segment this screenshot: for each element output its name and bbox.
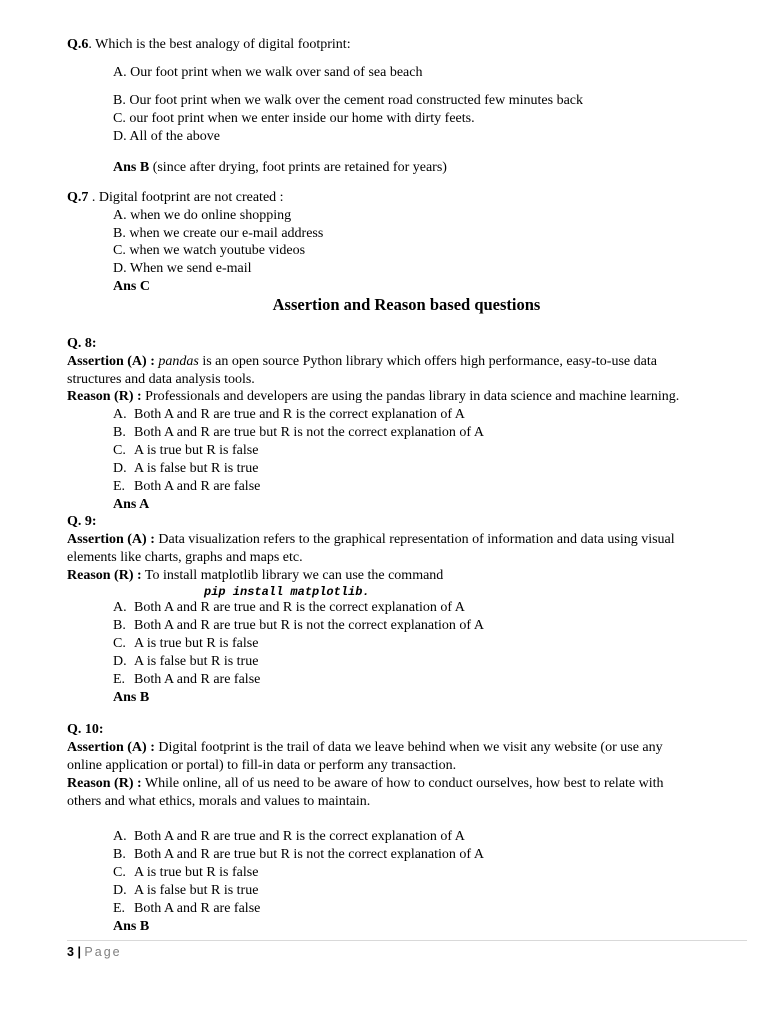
option-text: Both A and R are false: [134, 672, 261, 687]
q10-option-e: [113, 900, 260, 918]
option-text: A is true but R is false: [134, 865, 259, 880]
q9-number: Q. 9:: [67, 514, 97, 529]
option-text: Both A and R are true but R is not the correct explanation of A: [134, 847, 484, 862]
option-text: Both A and R are true and R is the correct explanation of A: [134, 829, 465, 844]
option-text: Both A and R are true and R is the correct explanation of A: [134, 600, 465, 615]
q10-assertion-text: Digital footprint is the trail of data we leave behind when we visit any website (or use any: [154, 740, 663, 755]
q6-text: . Which is the best analogy of digital footprint:: [88, 37, 351, 52]
q8-assertion-line2: structures and data analysis tools.: [67, 372, 255, 387]
option-text: Both A and R are false: [134, 479, 261, 494]
q8-answer: Ans A: [113, 497, 150, 512]
q10-assertion-line2: online application or portal) to fill-in data or perform any transaction.: [67, 758, 457, 773]
option-text: A is false but R is true: [134, 654, 259, 669]
option-letter: B.: [113, 425, 126, 440]
q8-assertion-text: is an open source Python library which offers high performance, easy-to-use data: [198, 354, 657, 369]
option-letter: A.: [113, 407, 127, 422]
q8-option-b: [113, 424, 484, 442]
q8-number: Q. 8:: [67, 336, 97, 351]
q9-option-b: [113, 617, 484, 635]
q7-option-c: C. when we watch youtube videos: [113, 243, 306, 258]
option-text: A is true but R is false: [134, 443, 259, 458]
q6-answer: [113, 159, 447, 177]
q10-assertion-line1: [67, 739, 663, 757]
option-letter: A.: [113, 600, 127, 615]
q9-command: pip install matplotlib.: [204, 585, 370, 599]
q7-text: . Digital footprint are not created :: [88, 190, 284, 205]
q9-assertion-line1: [67, 531, 675, 549]
q10-option-d: [113, 882, 258, 900]
q8-reason-label: Reason (R) :: [67, 389, 142, 404]
q9-reason: [67, 567, 443, 585]
q6-number: Q.6: [67, 37, 89, 52]
q8-assertion-label: Assertion (A) :: [67, 354, 155, 369]
option-text: A is false but R is true: [134, 461, 259, 476]
section-heading: Assertion and Reason based questions: [272, 295, 541, 314]
q6-answer-note: (since after drying, foot prints are retained for years): [149, 160, 447, 175]
q8-reason: [67, 388, 679, 406]
footer-divider: [67, 940, 747, 941]
option-letter: E.: [113, 672, 126, 687]
q7-option-a: A. when we do online shopping: [113, 208, 292, 223]
q9-option-a: [113, 599, 465, 617]
q8-option-a: [113, 406, 465, 424]
option-text: Both A and R are true but R is not the correct explanation of A: [134, 425, 484, 440]
option-text: Both A and R are true but R is not the correct explanation of A: [134, 618, 484, 633]
q9-option-e: [113, 671, 260, 689]
q9-answer: Ans B: [113, 690, 150, 705]
q10-assertion-label: Assertion (A) :: [67, 740, 155, 755]
option-text: Both A and R are true and R is the correct explanation of A: [134, 407, 465, 422]
q6-option-a: A. Our foot print when we walk over sand of sea beach: [113, 65, 423, 80]
q9-option-d: [113, 653, 258, 671]
q10-reason: [67, 775, 664, 793]
option-letter: C.: [113, 636, 126, 651]
q9-assertion-text: Data visualization refers to the graphical representation of information and data using visual: [154, 532, 675, 547]
q9-option-c: [113, 635, 258, 653]
q10-reason-line2: others and what ethics, morals and values to maintain.: [67, 794, 371, 809]
q8-option-d: [113, 460, 258, 478]
option-letter: E.: [113, 901, 126, 916]
q8-option-c: [113, 442, 258, 460]
q7-option-d: D. When we send e-mail: [113, 261, 252, 276]
q8-reason-text: Professionals and developers are using the pandas library in data science and machine learning.: [141, 389, 680, 404]
option-letter: E.: [113, 479, 126, 494]
q9-assertion-line2: elements like charts, graphs and maps etc.: [67, 550, 303, 565]
q9-assertion-label: Assertion (A) :: [67, 532, 155, 547]
option-text: Both A and R are false: [134, 901, 261, 916]
q10-number: Q. 10:: [67, 722, 104, 737]
q10-reason-text: While online, all of us need to be aware of how to conduct ourselves, how best to relate with: [141, 776, 664, 791]
option-letter: C.: [113, 865, 126, 880]
option-letter: D.: [113, 654, 127, 669]
q7-number: Q.7: [67, 190, 89, 205]
option-letter: C.: [113, 443, 126, 458]
page-word: Page: [84, 945, 122, 959]
q10-reason-label: Reason (R) :: [67, 776, 142, 791]
page-footer: [67, 944, 122, 962]
q7-answer: Ans C: [113, 279, 150, 294]
q10-answer: Ans B: [113, 919, 150, 934]
q8-assertion-italic: pandas: [158, 354, 199, 369]
q10-option-c: [113, 864, 258, 882]
q9-reason-text: To install matplotlib library we can use the command: [141, 568, 444, 583]
option-text: A is false but R is true: [134, 883, 259, 898]
q8-assertion-line1: [67, 353, 657, 371]
q8-option-e: [113, 478, 260, 496]
option-letter: B.: [113, 618, 126, 633]
option-letter: D.: [113, 883, 127, 898]
option-letter: B.: [113, 847, 126, 862]
q9-reason-label: Reason (R) :: [67, 568, 142, 583]
q6-option-d: D. All of the above: [113, 129, 220, 144]
q7-question: [67, 189, 284, 207]
option-letter: D.: [113, 461, 127, 476]
q10-option-b: [113, 846, 484, 864]
footer-separator: |: [77, 945, 81, 959]
option-letter: A.: [113, 829, 127, 844]
option-text: A is true but R is false: [134, 636, 259, 651]
q6-question: [67, 36, 351, 54]
q6-option-c: C. our foot print when we enter inside our home with dirty feets.: [113, 111, 475, 126]
page-number: 3: [67, 945, 74, 959]
q10-option-a: [113, 828, 465, 846]
q6-answer-label: Ans B: [113, 160, 150, 175]
q7-option-b: B. when we create our e-mail address: [113, 226, 324, 241]
q6-option-b: B. Our foot print when we walk over the cement road constructed few minutes back: [113, 93, 584, 108]
